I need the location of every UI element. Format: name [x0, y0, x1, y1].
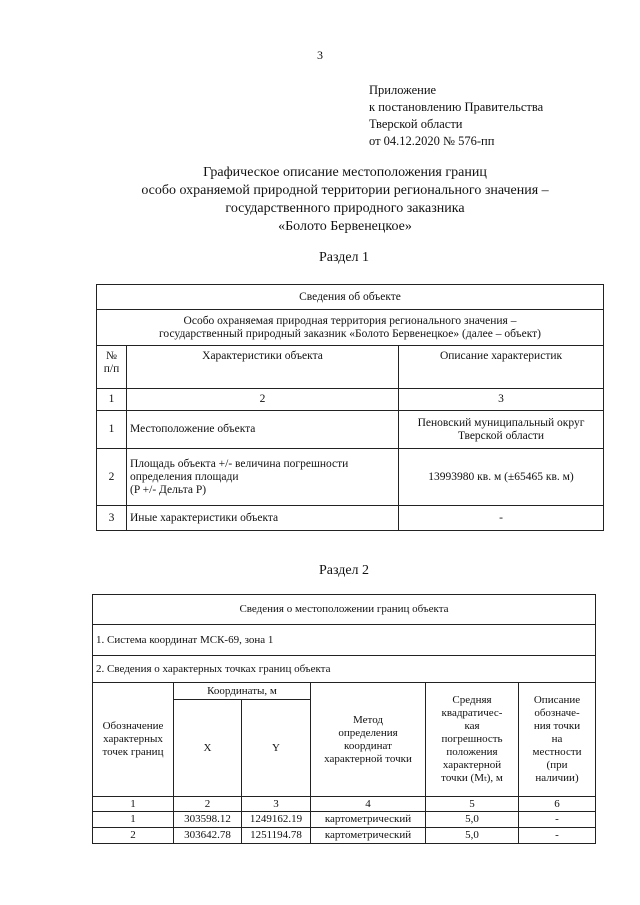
index-cell: 1: [97, 389, 127, 411]
header-text: №: [106, 350, 117, 362]
table-row: [97, 411, 604, 449]
appendix-block: [369, 82, 543, 150]
header-text: Средняя: [452, 694, 492, 706]
boundary-points-table: [92, 594, 596, 844]
header-text: характерной: [442, 759, 502, 771]
point-label: 1: [93, 812, 174, 828]
name-line: Площадь объекта +/- величина погрешности: [130, 457, 349, 470]
value-line: Пеновский муниципальный округ: [417, 416, 585, 429]
header-text: положения: [446, 746, 498, 758]
header-text: (при: [546, 759, 568, 771]
index-cell: 2: [127, 389, 399, 411]
header-text: Метод: [353, 713, 383, 726]
appendix-line: к постановлению Правительства: [369, 100, 544, 114]
header-characteristics: Характеристики объекта: [127, 346, 399, 389]
object-info-table: [96, 284, 604, 531]
header-y: Y: [242, 700, 311, 797]
row-num: 3: [97, 506, 127, 531]
index-cell: 2: [174, 797, 242, 812]
table-row: [93, 812, 596, 828]
coord-y: 1249162.19: [242, 812, 311, 828]
points-info-heading: 2. Сведения о характерных точках границ объекта: [93, 656, 596, 683]
row-name: [127, 449, 399, 506]
header-x: X: [174, 700, 242, 797]
header-text: квадратичес-: [441, 707, 503, 719]
index-cell: 3: [399, 389, 604, 411]
value-line: Тверской области: [458, 429, 545, 442]
table-row: [97, 449, 604, 506]
row-value: [399, 411, 604, 449]
row-value: 13993980 кв. м (±65465 кв. м): [399, 449, 604, 506]
accuracy-cell: 5,0: [426, 828, 519, 844]
title-line: государственного природного заказника: [225, 201, 465, 216]
header-text: обозначе-: [534, 707, 580, 719]
method-cell: картометрический: [311, 812, 426, 828]
table-title: Сведения о местоположении границ объекта: [93, 595, 596, 625]
header-points: [93, 683, 174, 797]
table-row: [93, 828, 596, 844]
index-cell: 1: [93, 797, 174, 812]
section1-heading: Раздел 1: [318, 250, 370, 265]
title-line: Графическое описание местоположения границ: [203, 165, 487, 180]
header-text: Описание: [533, 694, 581, 706]
description-cell: -: [519, 828, 596, 844]
index-cell: 5: [426, 797, 519, 812]
description-cell: -: [519, 812, 596, 828]
index-cell: 6: [519, 797, 596, 812]
accuracy-cell: 5,0: [426, 812, 519, 828]
table-row: [97, 506, 604, 531]
header-accuracy: [426, 683, 519, 797]
header-text: местности: [532, 746, 582, 758]
header-text: погрешность: [441, 733, 503, 745]
object-name-cell: [97, 310, 604, 346]
coord-x: 303598.12: [174, 812, 242, 828]
header-text: ния точки: [533, 720, 581, 732]
document-title: [0, 164, 640, 236]
row-name: Местоположение объекта: [127, 411, 399, 449]
coord-x: 303642.78: [174, 828, 242, 844]
header-description: Описание характеристик: [399, 346, 604, 389]
object-name-line: Особо охраняемая природная территория регионального значения –: [183, 314, 517, 327]
appendix-line: Тверской области: [369, 117, 463, 131]
header-point-description: [519, 683, 596, 797]
header-text: Обозначение: [102, 720, 164, 732]
coordinate-system: 1. Система координат МСК-69, зона 1: [93, 625, 596, 656]
row-name: Иные характеристики объекта: [127, 506, 399, 531]
header-num: [97, 346, 127, 389]
point-label: 2: [93, 828, 174, 844]
method-cell: картометрический: [311, 828, 426, 844]
object-name-line: государственный природный заказник «Болото Бервенецкое» (далее – объект): [159, 327, 542, 340]
page-number: 3: [317, 48, 323, 62]
index-cell: 4: [311, 797, 426, 812]
index-cell: 3: [242, 797, 311, 812]
appendix-line: Приложение: [369, 83, 437, 97]
header-text: характерных: [103, 733, 163, 745]
name-line: (P +/- Дельта P): [130, 483, 207, 496]
header-text: точек границ: [102, 746, 164, 758]
table-title: Сведения об объекте: [97, 285, 604, 310]
appendix-line: от 04.12.2020 № 576-пп: [369, 134, 495, 148]
row-num: 1: [97, 411, 127, 449]
row-num: 2: [97, 449, 127, 506]
name-line: определения площади: [130, 470, 239, 483]
header-text: на: [551, 733, 563, 745]
coord-y: 1251194.78: [242, 828, 311, 844]
header-text: кая: [464, 720, 480, 732]
header-coordinates: Координаты, м: [174, 683, 311, 700]
header-text: наличии): [535, 772, 579, 784]
header-text: точки (Mₜ), м: [441, 772, 503, 784]
header-method: [311, 683, 426, 797]
section2-heading: Раздел 2: [318, 563, 370, 578]
row-value: -: [399, 506, 604, 531]
title-line: «Болото Бервенецкое»: [278, 219, 412, 234]
header-text: п/п: [103, 363, 120, 375]
title-line: особо охраняемой природной территории регионального значения –: [141, 183, 549, 198]
header-text: определения: [338, 726, 398, 739]
header-text: характерной точки: [324, 752, 412, 765]
header-text: координат: [344, 739, 392, 752]
